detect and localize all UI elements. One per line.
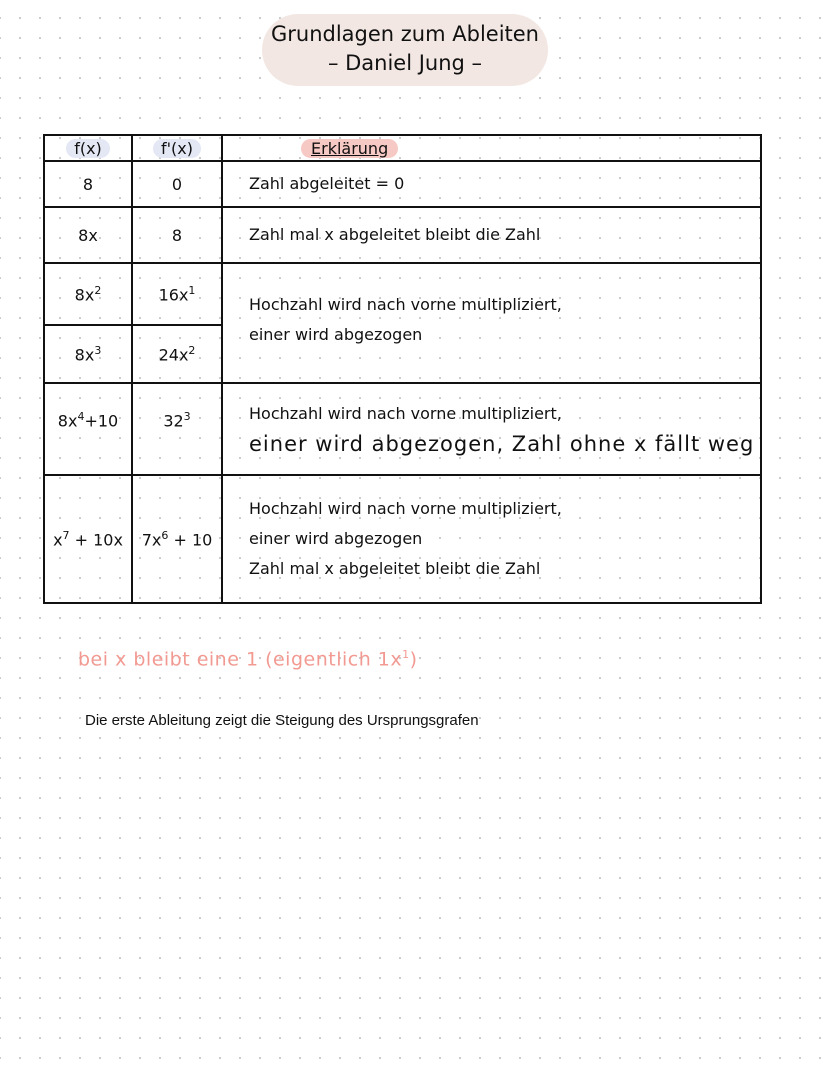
- explanation-line: Zahl abgeleitet = 0: [249, 174, 405, 193]
- cell-f: 8: [44, 161, 132, 207]
- cell-explanation: [222, 207, 761, 263]
- cell-f: $8x^4+10$: [44, 383, 132, 475]
- cell-f: $8x^2$: [44, 263, 132, 325]
- derivative-table: [43, 134, 762, 604]
- cell-f: 8x: [44, 207, 132, 263]
- header-f: f(x): [44, 135, 132, 161]
- table-row: [44, 383, 761, 475]
- cell-f: $8x^3$: [44, 325, 132, 383]
- table-row: [44, 263, 761, 325]
- table-row: [44, 207, 761, 263]
- explanation-line: Hochzahl wird nach vorne multipliziert,: [249, 499, 562, 518]
- table-row: [44, 475, 761, 603]
- cell-fprime: $24x^2$: [132, 325, 222, 383]
- title-line-2: – Daniel Jung –: [327, 51, 483, 75]
- cell-explanation: [222, 383, 761, 475]
- cell-fprime: 8: [132, 207, 222, 263]
- cell-explanation: [222, 475, 761, 603]
- explanation-line: einer wird abgezogen, Zahl ohne x fällt weg: [249, 432, 755, 456]
- cell-fprime: $32^3$: [132, 383, 222, 475]
- cell-explanation: [222, 161, 761, 207]
- explanation-line: Hochzahl wird nach vorne multipliziert,: [249, 404, 562, 423]
- explanation-line: Hochzahl wird nach vorne multipliziert,: [249, 295, 562, 314]
- title-line-1: Grundlagen zum Ableiten: [270, 22, 539, 46]
- handwritten-note: bei x bleibt eine 1 (eigentlich $1x^1$): [78, 648, 418, 671]
- explanation-line: Zahl mal x abgeleitet bleibt die Zahl: [249, 559, 541, 578]
- title-box: [262, 14, 548, 86]
- explanation-line: Zahl mal x abgeleitet bleibt die Zahl: [249, 225, 541, 244]
- cell-fprime: 0: [132, 161, 222, 207]
- header-explanation: Erklärung: [222, 135, 761, 161]
- typed-note: Die erste Ableitung zeigt die Steigung des Ursprungsgrafen: [85, 712, 479, 729]
- cell-f: $x^7 + 10x$: [44, 475, 132, 603]
- cell-explanation: [222, 263, 761, 383]
- table-row: [44, 161, 761, 207]
- cell-fprime: $16x^1$: [132, 263, 222, 325]
- header-fprime: f'(x): [132, 135, 222, 161]
- explanation-line: einer wird abgezogen: [249, 325, 423, 344]
- table-header-row: [44, 135, 761, 161]
- cell-fprime: $7x^6 + 10$: [132, 475, 222, 603]
- explanation-line: einer wird abgezogen: [249, 529, 423, 548]
